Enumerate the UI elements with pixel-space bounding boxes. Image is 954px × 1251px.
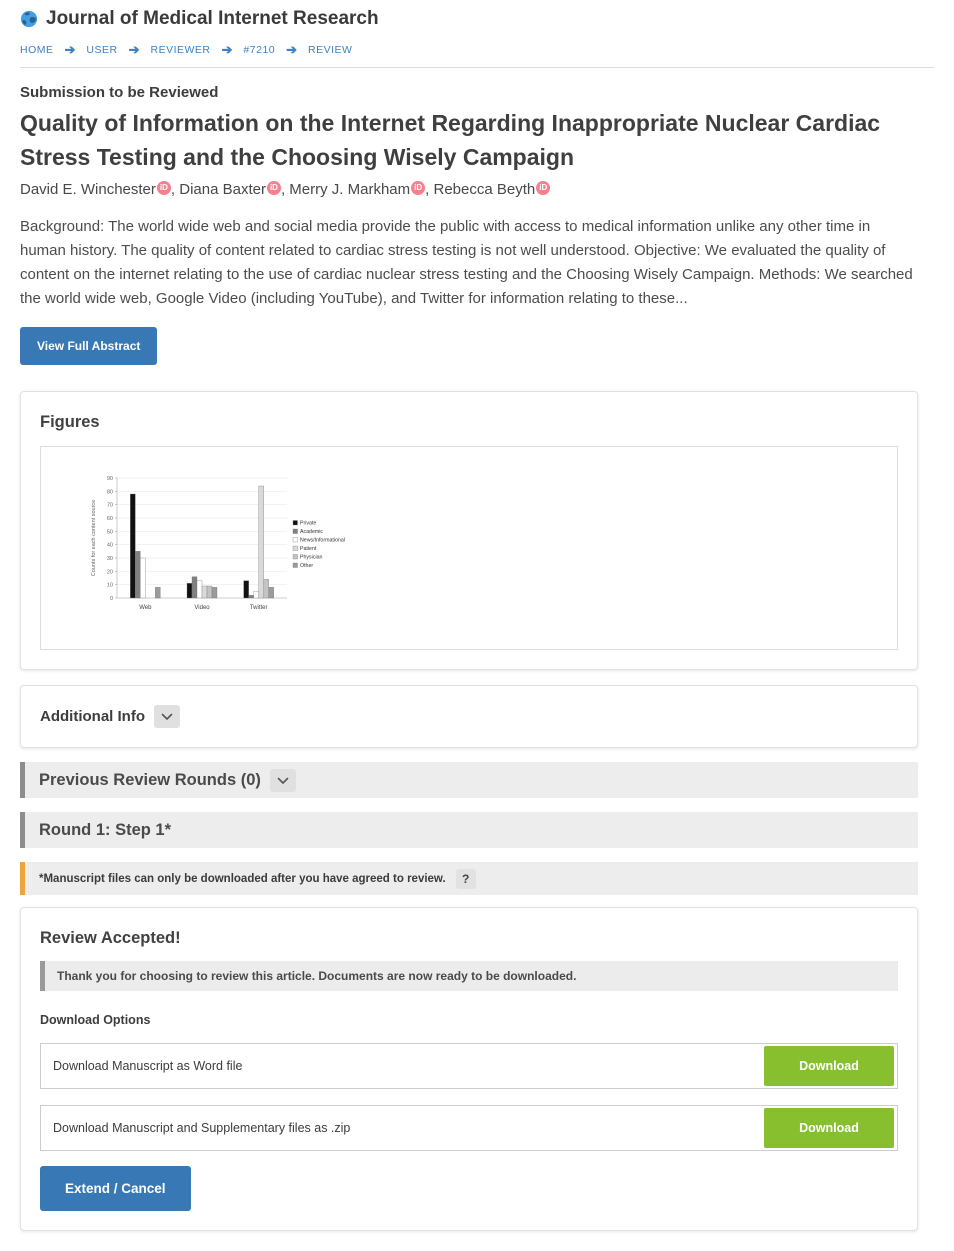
breadcrumb-user[interactable]: USER — [86, 43, 118, 56]
author-name: Diana Baxter — [179, 181, 266, 198]
svg-text:40: 40 — [106, 542, 113, 549]
svg-text:30: 30 — [106, 556, 113, 562]
review-accepted-heading: Review Accepted! — [40, 929, 181, 947]
svg-text:Private: Private — [300, 520, 317, 527]
previous-review-rounds-heading: Previous Review Rounds (0) — [39, 770, 261, 789]
download-row-label: Download Manuscript and Supplementary files as .zip — [53, 1121, 351, 1135]
svg-text:10: 10 — [106, 582, 113, 589]
breadcrumb-arrow-icon: ➔ — [221, 42, 233, 57]
author — [171, 181, 281, 198]
author-name: Merry J. Markham — [289, 181, 411, 198]
previous-review-rounds-bar — [20, 762, 918, 798]
svg-text:Physician: Physician — [300, 554, 323, 561]
breadcrumb-reviewer[interactable]: REVIEWER — [150, 43, 211, 56]
author-name: David E. Winchester — [20, 181, 156, 198]
download-options-label: Download Options — [40, 1013, 151, 1027]
manuscript-note-bar — [20, 862, 918, 895]
svg-text:Other: Other — [300, 563, 314, 569]
svg-text:60: 60 — [106, 516, 113, 522]
paper-title: Quality of Information on the Internet Regarding Inappropriate Nuclear Cardiac Stress Testing and the Choosing Wisely Campaign — [20, 110, 881, 170]
figures-panel — [20, 391, 918, 670]
help-button[interactable]: ? — [456, 869, 476, 889]
figure-bar-chart — [87, 473, 357, 628]
orcid-icon[interactable]: iD — [411, 181, 425, 195]
orcid-icon[interactable]: iD — [536, 181, 550, 195]
download-row-zip — [40, 1105, 898, 1151]
review-thanks-text: Thank you for choosing to review this article. Documents are now ready to be downloaded. — [57, 969, 577, 983]
svg-text:News/Informational: News/Informational — [300, 537, 345, 544]
orcid-icon[interactable]: iD — [157, 181, 171, 195]
download-row-word — [40, 1043, 898, 1089]
figures-heading: Figures — [40, 413, 100, 431]
journal-title: Journal of Medical Internet Research — [46, 8, 379, 29]
extend-cancel-button[interactable]: Extend / Cancel — [40, 1166, 191, 1211]
figure-thumbnail[interactable] — [40, 446, 898, 650]
svg-text:Twitter: Twitter — [249, 605, 268, 611]
additional-info-panel — [20, 685, 918, 748]
breadcrumb-review[interactable]: REVIEW — [308, 43, 353, 56]
main-content — [0, 84, 954, 1251]
abstract-excerpt: Background: The world wide web and social media provide the public with access to medical information unlike any other time in human history. The quality of content related to cardiac stress testing is not well understood. Objective: We evaluated the quality of content on the internet relating to the use of cardiac nuclear stress testing and the Choosing Wisely Campaign. Methods: We searched the world wide web, Google Video (including YouTube), and Twitter for information relating to these... — [20, 218, 913, 307]
svg-text:Video: Video — [194, 605, 210, 611]
svg-text:90: 90 — [106, 476, 113, 482]
breadcrumb-submission-id[interactable]: #7210 — [243, 43, 276, 56]
breadcrumb-arrow-icon: ➔ — [286, 42, 298, 57]
orcid-icon[interactable]: iD — [267, 181, 281, 195]
chevron-down-icon — [161, 709, 173, 724]
author — [425, 181, 550, 198]
additional-info-heading: Additional Info — [40, 708, 145, 725]
submission-kicker: Submission to be Reviewed — [20, 84, 219, 101]
svg-text:Academic: Academic — [300, 529, 324, 535]
svg-text:50: 50 — [106, 529, 113, 536]
download-zip-button[interactable]: Download — [764, 1108, 894, 1148]
svg-text:20: 20 — [106, 569, 113, 576]
round-step-heading: Round 1: Step 1* — [39, 820, 172, 839]
svg-text:80: 80 — [106, 489, 113, 496]
chevron-down-icon — [277, 773, 289, 788]
author-list — [20, 181, 918, 198]
round-step-bar — [20, 812, 918, 848]
previous-review-rounds-toggle-button[interactable] — [270, 769, 296, 792]
globe-icon — [20, 10, 38, 28]
download-row-label: Download Manuscript as Word file — [53, 1059, 243, 1073]
author — [281, 181, 425, 198]
author-name: Rebecca Beyth — [433, 181, 536, 198]
additional-info-toggle-button[interactable] — [154, 705, 180, 728]
view-full-abstract-button[interactable]: View Full Abstract — [20, 327, 157, 365]
breadcrumb-arrow-icon: ➔ — [64, 42, 76, 57]
header-divider — [20, 67, 934, 68]
page-header — [0, 0, 954, 56]
author — [20, 181, 171, 198]
breadcrumb — [20, 43, 934, 56]
svg-text:Patient: Patient — [300, 546, 317, 552]
review-thanks-bar — [40, 961, 898, 991]
svg-text:70: 70 — [106, 502, 113, 509]
svg-text:0: 0 — [109, 596, 113, 602]
svg-text:Counts for each content source: Counts for each content source — [91, 499, 97, 577]
download-word-button[interactable]: Download — [764, 1046, 894, 1086]
manuscript-note-text: *Manuscript files can only be downloaded after you have agreed to review. — [39, 872, 446, 885]
svg-text:Web: Web — [139, 605, 152, 611]
breadcrumb-arrow-icon: ➔ — [128, 42, 140, 57]
review-accepted-panel — [20, 907, 918, 1231]
breadcrumb-home[interactable]: HOME — [20, 43, 54, 56]
